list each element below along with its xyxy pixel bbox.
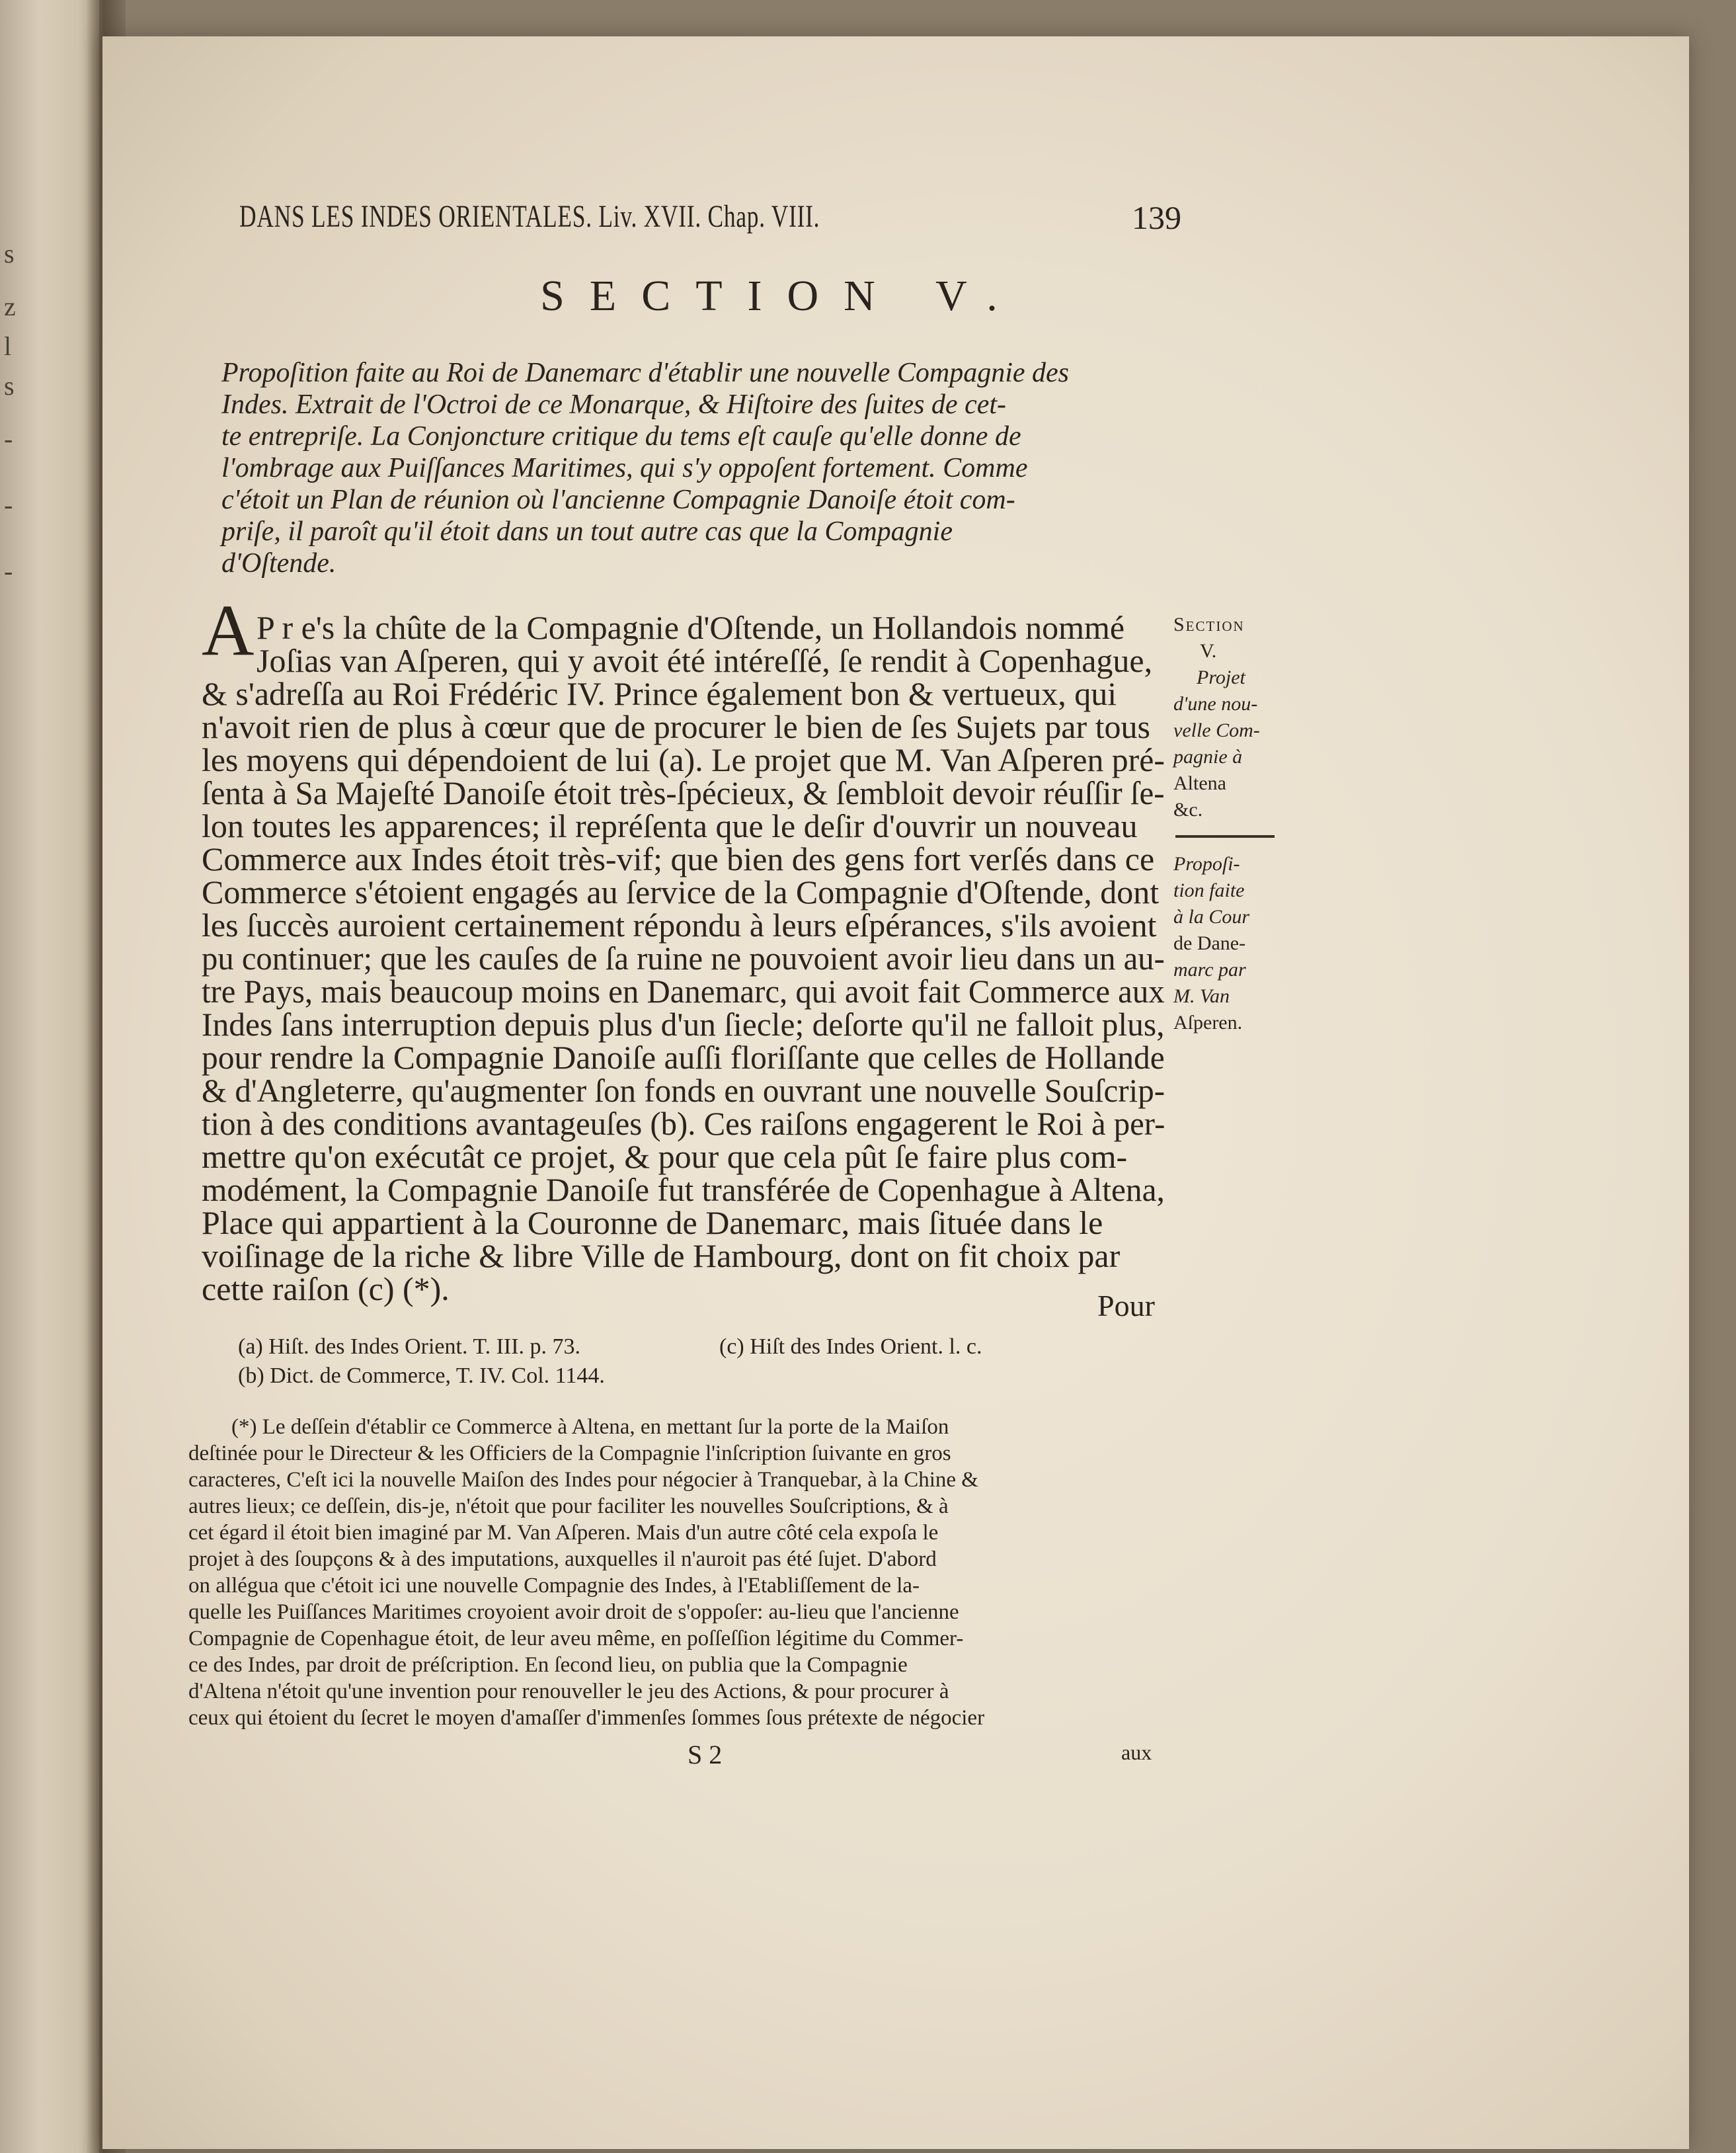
body-line: ſenta à Sa Majeſté Danoiſe étoit très-ſpécieux, & ſembloit devoir réuſſir ſe-	[202, 774, 1165, 811]
summary-line: l'ombrage aux Puiſſances Maritimes, qui s'y oppoſent fortement. Comme	[221, 453, 1028, 483]
note-line: projet à des ſoupçons & à des imputations, auxquelles il n'auroit pas été ſujet. D'abord	[188, 1547, 937, 1571]
note-line: on allégua que c'étoit ici une nouvelle Compagnie des Indes, à l'Etabliſſement de la-	[188, 1574, 920, 1598]
margin-note-line: Section	[1173, 614, 1245, 635]
signature-mark: S 2	[688, 1740, 723, 1769]
body-line: & d'Angleterre, qu'augmenter ſon fonds en ouvrant une nouvelle Souſcrip-	[202, 1072, 1165, 1109]
body-line: lon toutes les apparences; il repréſenta que le deſir d'ouvrir un nouveau	[202, 807, 1138, 844]
margin-note-line: Propoſi-	[1173, 853, 1240, 875]
margin-note-line: M. Van	[1173, 985, 1230, 1007]
margin-note-line: marc par	[1173, 959, 1246, 981]
note-line: ceux qui étoient du ſecret le moyen d'amaſſer d'immenſes ſommes ſous prétexte de négocier	[188, 1706, 985, 1730]
summary-line: c'étoit un Plan de réunion où l'ancienne Compagnie Danoiſe étoit com-	[221, 485, 1015, 515]
section-title: SECTION V.	[540, 272, 1023, 320]
margin-note-line: Altena	[1173, 772, 1226, 794]
left-page-edge-text	[0, 0, 26, 2153]
note-line: caracteres, C'eſt ici la nouvelle Maiſon des Indes pour négocier à Tranquebar, à la Chine &	[188, 1468, 978, 1492]
margin-note-line: Projet	[1197, 667, 1245, 688]
note-line: deſtinée pour le Directeur & les Officiers de la Compagnie l'inſcription ſuivante en gros	[188, 1442, 951, 1465]
footnote-b: (b) Dict. de Commerce, T. IV. Col. 1144.	[238, 1363, 605, 1388]
body-line: les moyens qui dépendoient de lui (a). Le projet que M. Van Aſperen pré-	[202, 741, 1165, 778]
body-line: P r e's la chûte de la Compagnie d'Oſtende, un Hollandois nommé	[256, 609, 1125, 646]
body-line: modément, la Compagnie Danoiſe fut transférée de Copenhague à Altena,	[202, 1171, 1165, 1208]
note-line: Compagnie de Copenhague étoit, de leur aveu même, en poſſeſſion légitime du Commer-	[188, 1627, 964, 1650]
margin-note-line: V.	[1200, 640, 1217, 662]
margin-rule	[1175, 835, 1275, 838]
margin-note-line: Aſperen.	[1173, 1012, 1243, 1034]
summary-line: Propoſition faite au Roi de Danemarc d'établir une nouvelle Compagnie des	[221, 358, 1069, 388]
body-line: pour rendre la Compagnie Danoiſe auſſi floriſſante que celles de Hollande	[202, 1039, 1165, 1076]
left-page-edge	[0, 0, 99, 2153]
drop-cap: A	[202, 590, 255, 670]
summary-line: priſe, il paroît qu'il étoit dans un tout autre cas que la Compagnie	[221, 516, 953, 547]
body-line: tion à des conditions avantageuſes (b). Ces raiſons engagerent le Roi à per-	[202, 1105, 1165, 1142]
body-line: Commerce s'étoient engagés au ſervice de la Compagnie d'Oſtende, dont	[202, 873, 1160, 911]
note-line: ce des Indes, par droit de préſcription. En ſecond lieu, on publia que la Compagnie	[188, 1653, 908, 1677]
body-line: cette raiſon (c) (*).	[202, 1270, 450, 1307]
edge-letter: l	[4, 331, 12, 361]
body-line: Place qui appartient à la Couronne de Danemarc, mais ſituée dans le	[202, 1204, 1103, 1241]
edge-letter: s	[4, 371, 15, 401]
body-line: mettre qu'on exécutât ce projet, & pour que cela pût ſe faire plus com-	[202, 1138, 1128, 1175]
margin-note-line: velle Com-	[1173, 719, 1260, 741]
note-line: d'Altena n'étoit qu'une invention pour renouveller le jeu des Actions, & pour procurer à	[188, 1680, 949, 1703]
body-line: & s'adreſſa au Roi Frédéric IV. Prince également bon & vertueux, qui	[202, 675, 1117, 712]
edge-letter: -	[4, 556, 13, 586]
margin-note-line: tion faite	[1173, 879, 1245, 901]
note-line: cet égard il étoit bien imaginé par M. Van Aſperen. Mais d'un autre côté cela expoſa le	[188, 1521, 939, 1545]
body-line: Indes ſans interruption depuis plus d'un ſiecle; deſorte qu'il ne falloit plus,	[202, 1006, 1165, 1043]
body-line: voiſinage de la riche & libre Ville de Hambourg, dont on fit choix par	[202, 1237, 1121, 1274]
edge-letter: -	[4, 424, 13, 454]
catchword: Pour	[1097, 1289, 1155, 1322]
footnote-c: (c) Hiſt des Indes Orient. l. c.	[719, 1334, 982, 1359]
body-line: les ſuccès auroient certainement répondu à leurs eſpérances, s'ils avoient	[202, 907, 1157, 944]
summary-line: te entrepriſe. La Conjoncture critique du tems eſt cauſe qu'elle donne de	[221, 421, 1021, 452]
catchword-notes: aux	[1121, 1740, 1152, 1764]
body-line: pu continuer; que les cauſes de ſa ruine ne pouvoient avoir lieu dans un au-	[202, 940, 1165, 977]
summary-line: Indes. Extrait de l'Octroi de ce Monarque, & Hiſtoire des ſuites de cet-	[221, 389, 1007, 420]
note-line: quelle les Puiſſances Maritimes croyoient avoir droit de s'oppoſer: au-lieu que l'ancienne	[188, 1600, 959, 1624]
body-line: n'avoit rien de plus à cœur que de procurer le bien de ſes Sujets par tous	[202, 708, 1150, 745]
page-number: 139	[1132, 199, 1181, 236]
note-line: (*) Le deſſein d'établir ce Commerce à Altena, en mettant ſur la porte de la Maiſon	[231, 1415, 949, 1439]
margin-note-line: de Dane-	[1173, 932, 1246, 954]
margin-note-line: à la Cour	[1173, 906, 1250, 928]
edge-letter: s	[4, 239, 15, 268]
margin-note-line: &c.	[1173, 799, 1203, 821]
note-line: autres lieux; ce deſſein, dis-je, n'étoit que pour faciliter les nouvelles Souſcriptions, & à	[188, 1494, 949, 1518]
body-line: Joſias van Aſperen, qui y avoit été intéreſſé, ſe rendit à Copenhague,	[256, 642, 1153, 679]
edge-letter: -	[4, 490, 13, 520]
running-head: DANS LES INDES ORIENTALES. Liv. XVII. Chap. VIII.	[239, 199, 820, 234]
body-line: Commerce aux Indes étoit très-vif; que bien des gens fort verſés dans ce	[202, 840, 1155, 877]
edge-letter: z	[4, 292, 16, 321]
margin-note-line: pagnie à	[1173, 746, 1243, 768]
footnote-a: (a) Hiſt. des Indes Orient. T. III. p. 73.	[238, 1334, 581, 1359]
summary-line: d'Oſtende.	[221, 548, 336, 579]
body-line: tre Pays, mais beaucoup moins en Danemarc, qui avoit fait Commerce aux	[202, 973, 1165, 1010]
margin-note-line: d'une nou-	[1173, 693, 1258, 715]
